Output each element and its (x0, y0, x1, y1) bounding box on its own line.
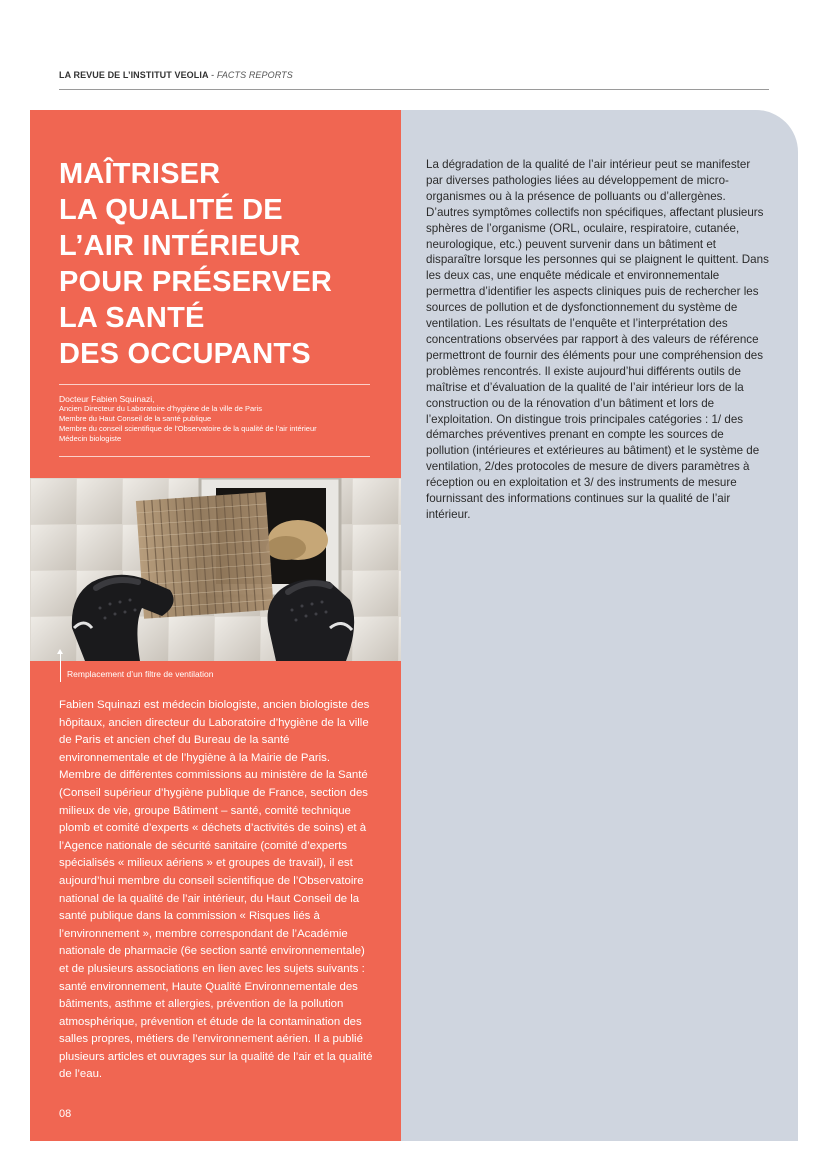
photo-caption: Remplacement d’un filtre de ventilation (67, 669, 214, 679)
page-number: 08 (59, 1108, 72, 1120)
author-biography: Fabien Squinazi est médecin biologiste, ancien biologiste des hôpitaux, ancien directeur du Laboratoire d’hygiène de la ville de Paris et ancien chef du Bureau de la santé environnementale et de l’hygiène à la Mairie de Paris. Membre de différentes commissions au ministère de la Santé (Conseil supérieur d’hygiène publique de France, section des milieux de vie, groupe Bâtiment – santé, comité technique plomb et comité d’experts « déchets d’activités de soins) et à l’Agence nationale de sécurité sanitaire (comité d’experts spécialisés « milieux aériens » et groupes de travail), il est aujourd’hui membre du conseil scientifique de l’Observatoire national de la qualité de l’air intérieur, du Haut Conseil de la santé publique dans la commission « Risques liés à l’environnement », membre correspondant de l’Académie nationale de pharmacie (6e section santé environnementale) et de plusieurs associations en lien avec les sujets suivants : santé environnement, Haute Qualité Environnementale des bâtiments, asthme et allergies, prévention de la pollution atmosphérique, prévention et étude de la contamination des salles propres, métiers de l’environnement aérien. Il a publié plusieurs articles et ouvrages sur la qualité de l’air et la qualité de l’eau. (59, 699, 373, 1081)
title-line: LA SANTÉ (59, 302, 205, 334)
author-block (59, 394, 379, 444)
caption-arrow-icon (57, 649, 63, 654)
running-header (59, 70, 293, 80)
article-title (59, 156, 389, 372)
article-body: La dégradation de la qualité de l’air intérieur peut se manifester par diverses pathologies liées au développement de micro-organismes ou à la présence de polluants ou d’allergènes. D’autres symptômes collectifs non spécifiques, affectant plusieurs sphères de l’organisme (ORL, oculaire, respiratoire, cutanée, neurologique, etc.) peuvent survenir dans un bâtiment et disparaître lorsque les personnes qui se plaignent le quittent. Dans les deux cas, une enquête médicale et environnementale permettra d’identifier les aspects cliniques puis de rechercher les sources de pollution et de dysfonctionnement du système de ventilation. Les résultats de l’enquête et l’interprétation des concentrations observées par rapport à des valeurs de référence permettront de fournir des éléments pour une compréhension des problèmes rencontrés. Il existe aujourd’hui différents outils de maîtrise et d’évaluation de la qualité de l’air intérieur lors de la construction ou de la rénovation d’un bâtiment et lors de l’exploitation. On distingue trois principales catégories : 1/ des démarches préventives prenant en compte les sources de pollution (intérieures et extérieures au bâtiment) et le système de ventilation, 2/des protocoles de mesure de divers paramètres à réception ou en exploitation et 3/ des instruments de mesure fournissant des informations continues sur la qualité de l’air intérieur. (426, 158, 769, 521)
author-role: Ancien Directeur du Laboratoire d’hygiène de la ville de Paris (59, 404, 263, 413)
author-role: Membre du conseil scientifique de l’Observatoire de la qualité de l’air intérieur (59, 424, 317, 433)
author-role: Membre du Haut Conseil de la santé publique (59, 414, 212, 423)
title-line: L’AIR INTÉRIEUR (59, 230, 301, 262)
publication-name: LA REVUE DE L’INSTITUT VEOLIA (59, 70, 209, 80)
author-divider-bottom (59, 456, 370, 457)
header-divider (59, 89, 769, 90)
author-name: Docteur Fabien Squinazi, (59, 394, 155, 404)
header-separator: - (208, 70, 217, 80)
title-line: DES OCCUPANTS (59, 338, 311, 370)
title-line: POUR PRÉSERVER (59, 266, 333, 298)
title-line: LA QUALITÉ DE (59, 194, 283, 226)
caption-marker-line (60, 652, 61, 682)
author-role: Médecin biologiste (59, 434, 122, 443)
ventilation-filter-photo (30, 478, 401, 661)
title-line: MAÎTRISER (59, 158, 221, 190)
section-name: FACTS REPORTS (216, 70, 293, 80)
author-divider-top (59, 384, 370, 385)
